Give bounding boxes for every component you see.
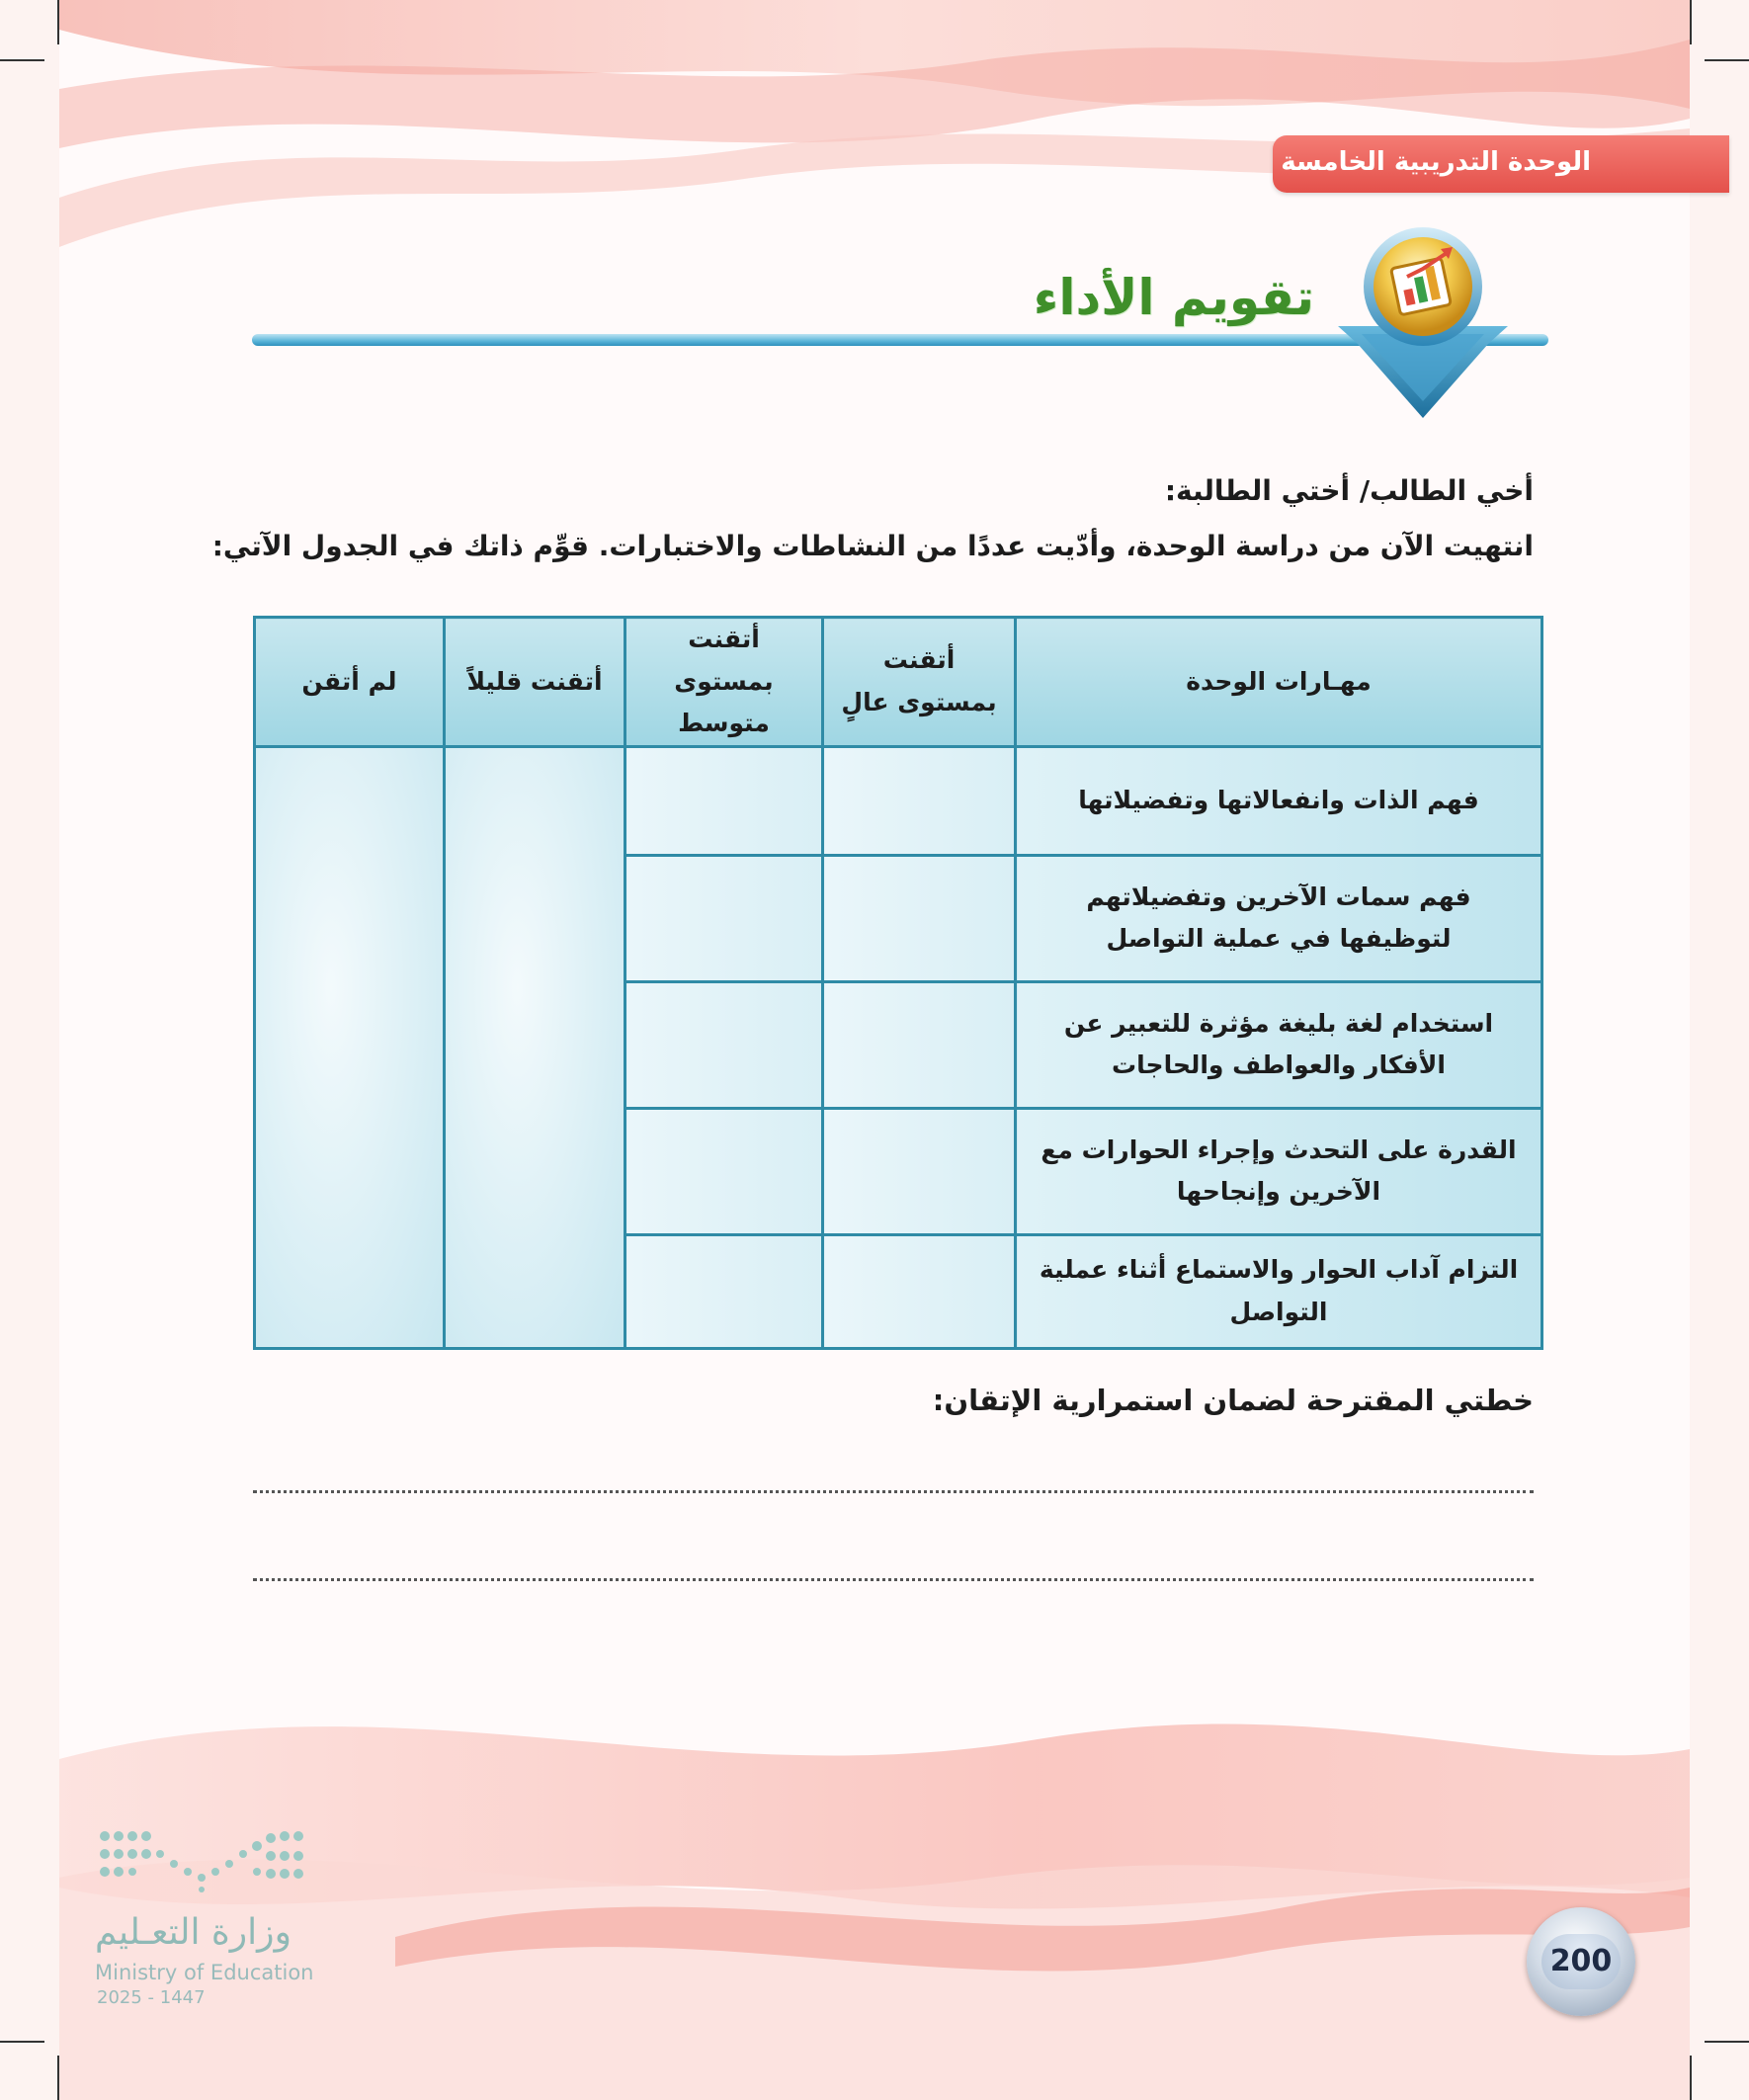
instruction: انتهيت الآن من دراسة الوحدة، وأدّيت عددًا من النشاطات والاختبارات. قوِّم ذاتك في الجدول الآتي: [211,530,1534,562]
page-number: 200 [1541,1934,1621,1989]
edition-year: 2025 - 1447 [97,1987,206,2008]
skill-cell: استخدام لغة بليغة مؤثرة للتعبير عن الأفكار والعواطف والحاجات [1016,981,1542,1108]
rating-medium-cell[interactable] [625,1234,823,1348]
skill-cell: فهم الذات وانفعالاتها وتفضيلاتها [1016,746,1542,855]
rating-little-cell[interactable] [445,746,625,1348]
crop-mark [1705,59,1749,61]
ministry-name-arabic: وزارة التعـليم [95,1912,292,1953]
crop-mark [1690,2056,1692,2100]
rating-none-cell[interactable] [255,746,445,1348]
rating-high-cell[interactable] [823,1108,1016,1234]
header-little: أتقنت قليلاً [445,618,625,747]
rating-high-cell[interactable] [823,981,1016,1108]
rating-high-cell[interactable] [823,746,1016,855]
crop-mark [1690,0,1692,44]
rating-high-cell[interactable] [823,1234,1016,1348]
rating-medium-cell[interactable] [625,855,823,981]
page-title: تقويم الأداء [1033,269,1314,326]
skill-cell: التزام آداب الحوار والاستماع أثناء عملية التواصل [1016,1234,1542,1348]
plan-answer-line[interactable] [253,1490,1534,1493]
crop-mark [1705,2041,1749,2043]
unit-banner [1273,135,1729,193]
plan-label: خطتي المقترحة لضمان استمرارية الإتقان: [932,1384,1534,1417]
header-none: لم أتقن [255,618,445,747]
table-header-row [255,618,1542,747]
ministry-logo-icon [95,1826,312,1895]
crop-mark [57,2056,59,2100]
page-number-badge [1527,1907,1635,2016]
unit-label: الوحدة التدريبية الخامسة [1281,147,1591,177]
crop-mark [0,59,44,61]
table-row [255,746,1542,855]
greeting: أخي الطالب/ أختي الطالبة: [1164,474,1534,507]
rating-medium-cell[interactable] [625,981,823,1108]
header-skills: مهـارات الوحدة [1016,618,1542,747]
header-high: أتقنت بمستوى عالٍ [823,618,1016,747]
skill-cell: القدرة على التحدث وإجراء الحوارات مع الآخرين وإنجاحها [1016,1108,1542,1234]
crop-mark [0,2041,44,2043]
header-medium: أتقنت بمستوى متوسط [625,618,823,747]
skill-cell: فهم سمات الآخرين وتفضيلاتهم لتوظيفها في عملية التواصل [1016,855,1542,981]
evaluation-chart-icon [1324,225,1522,423]
plan-answer-line[interactable] [253,1578,1534,1581]
rating-medium-cell[interactable] [625,746,823,855]
rating-medium-cell[interactable] [625,1108,823,1234]
self-assessment-table [253,616,1543,1350]
rating-high-cell[interactable] [823,855,1016,981]
crop-mark [57,0,59,44]
ministry-name-english: Ministry of Education [95,1961,314,1984]
